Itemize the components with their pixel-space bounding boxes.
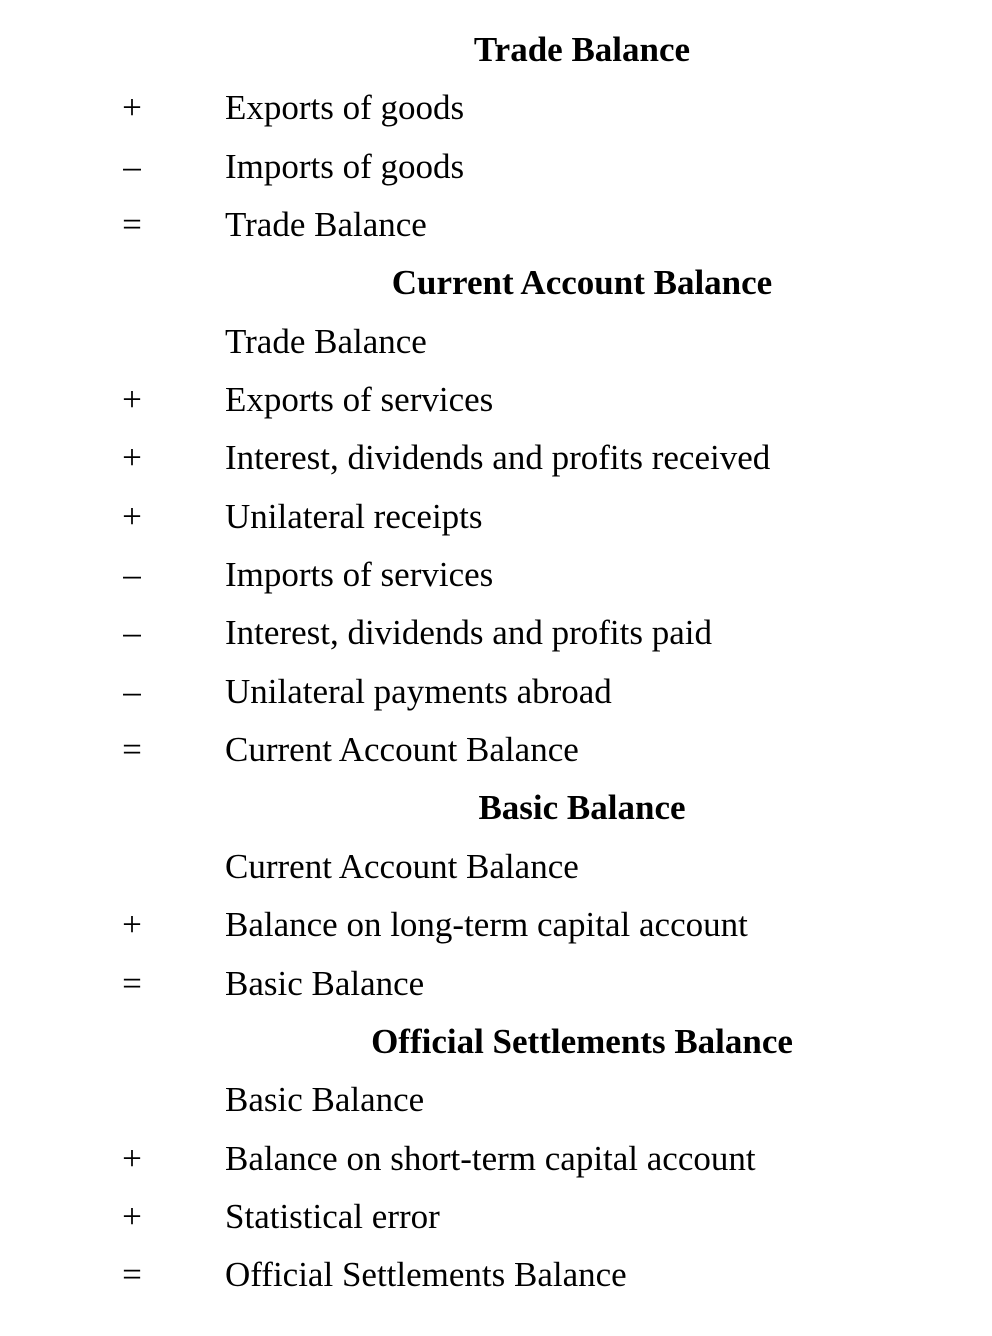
table-row	[0, 429, 992, 487]
operator: +	[122, 905, 142, 945]
table-row	[0, 1246, 992, 1304]
row-label: Official Settlements Balance	[225, 1255, 627, 1295]
table-row	[0, 896, 992, 954]
table-row	[0, 313, 992, 371]
heading-trade-balance: Trade Balance	[473, 30, 691, 69]
table-row	[0, 955, 992, 1013]
table-row	[0, 371, 992, 429]
row-label: Current Account Balance	[225, 730, 579, 770]
row-label: Balance on short-term capital account	[225, 1138, 756, 1178]
table-row	[0, 196, 992, 254]
operator: –	[123, 146, 141, 186]
table-row	[0, 663, 992, 721]
row-label: Basic Balance	[225, 963, 425, 1003]
operator: +	[122, 88, 142, 128]
operator: –	[123, 613, 141, 653]
operator: =	[122, 205, 142, 245]
row-label: Trade Balance	[225, 321, 427, 361]
table-row	[0, 138, 992, 196]
operator: =	[122, 963, 142, 1003]
table-row	[0, 721, 992, 779]
operator: –	[123, 671, 141, 711]
operator: +	[122, 380, 142, 420]
section-heading	[0, 21, 992, 79]
table-row	[0, 838, 992, 896]
operator: –	[123, 555, 141, 595]
heading-current-account-balance: Current Account Balance	[391, 263, 773, 303]
operator: +	[122, 496, 142, 536]
heading-basic-balance: Basic Balance	[478, 788, 686, 828]
row-label: Statistical error	[225, 1196, 440, 1236]
row-label: Exports of services	[225, 380, 494, 420]
row-label: Basic Balance	[225, 1080, 425, 1120]
table-row	[0, 1130, 992, 1188]
row-label: Balance on long-term capital account	[225, 905, 748, 945]
table-row	[0, 604, 992, 662]
row-label: Unilateral payments abroad	[225, 671, 612, 711]
operator: +	[122, 438, 142, 478]
table-row	[0, 79, 992, 137]
row-label: Interest, dividends and profits received	[225, 438, 771, 478]
balance-of-payments-table	[0, 21, 992, 1305]
operator: +	[122, 1138, 142, 1178]
table-row	[0, 488, 992, 546]
table-row	[0, 1188, 992, 1246]
section-heading	[0, 1013, 992, 1071]
operator: =	[122, 1255, 142, 1295]
table-row	[0, 1071, 992, 1129]
heading-official-settlements-balance: Official Settlements Balance	[371, 1021, 793, 1061]
table-row	[0, 546, 992, 604]
row-label: Exports of goods	[225, 88, 465, 128]
row-label: Imports of goods	[225, 146, 465, 186]
row-label: Imports of services	[225, 555, 494, 595]
operator: +	[122, 1196, 142, 1236]
row-label: Interest, dividends and profits paid	[225, 613, 712, 653]
row-label: Trade Balance	[225, 205, 427, 245]
operator: =	[122, 730, 142, 770]
row-label: Current Account Balance	[225, 846, 579, 886]
row-label: Unilateral receipts	[225, 496, 483, 536]
section-heading	[0, 254, 992, 312]
section-heading	[0, 779, 992, 837]
